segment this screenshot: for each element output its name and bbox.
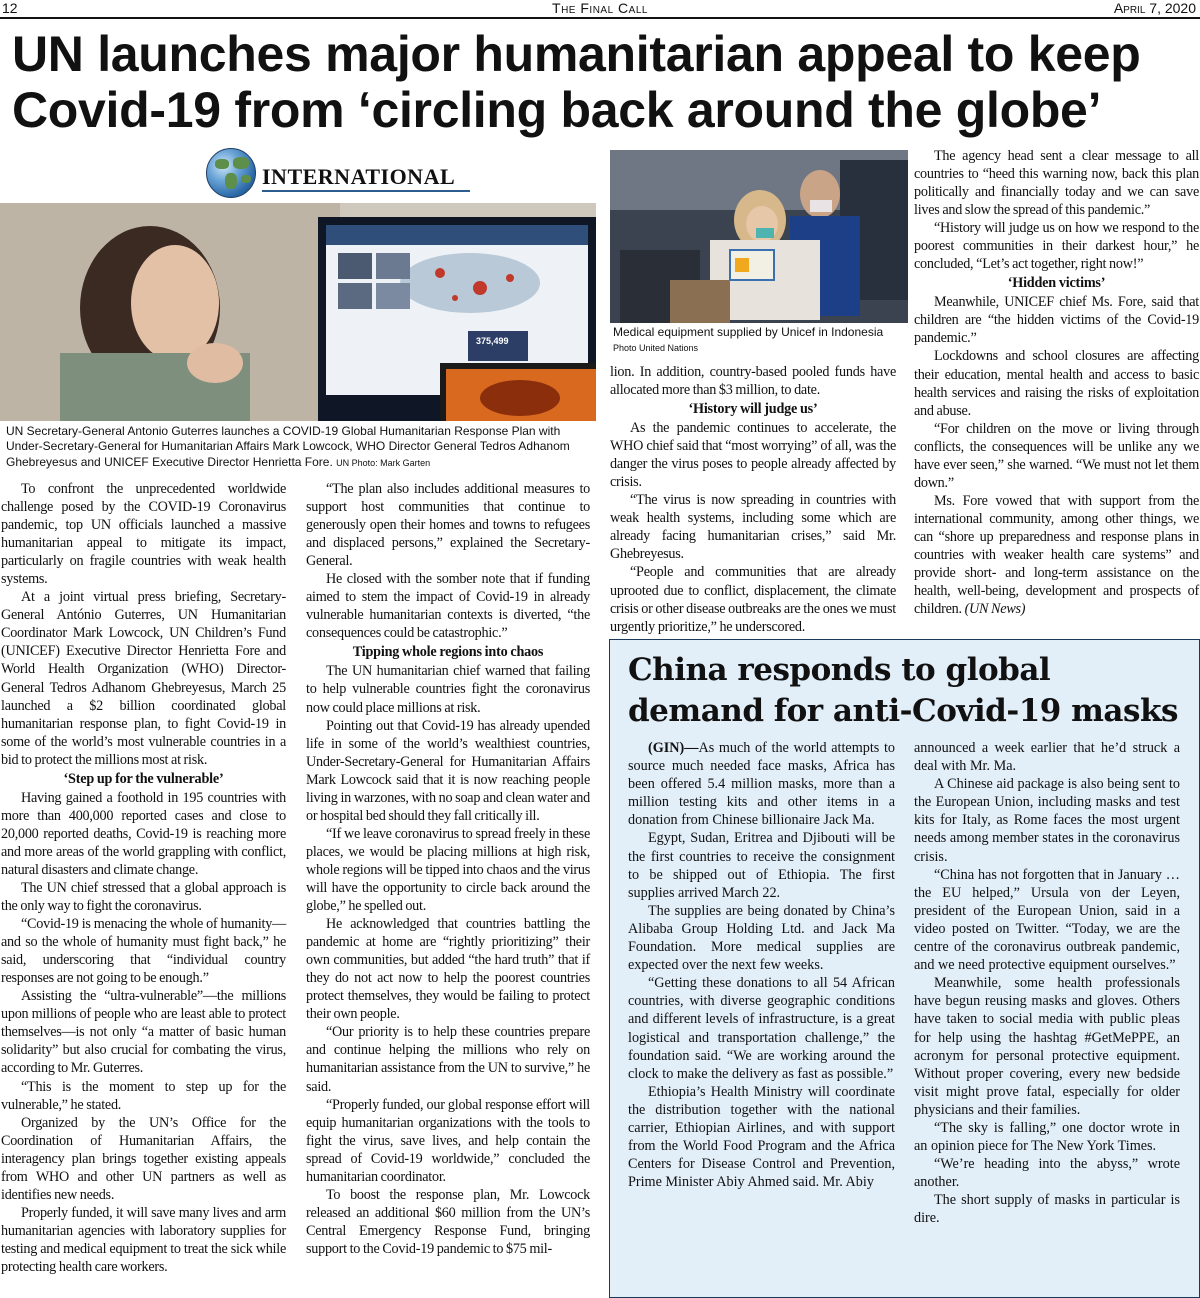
paragraph: Properly funded, it will save many lives and arm humanitarian agencies with laboratory supplies for testing and medical equipment to treat the sick while protecting health care workers. <box>1 1204 286 1275</box>
paragraph: Ethiopia’s Health Ministry will coordinate the distribution together with the national carrier, Ethiopian Airlines, and with support from the World Food Program and the Africa Centers for Disease Control and Prevention, Prime Minister Abiy Ahmed said. Mr. Abiy <box>628 1083 895 1191</box>
paragraph-text: Ms. Fore vowed that with support from the international community, among other things, we can “shore up preparedness and response plans in countries with weaker health care systems” and provide short- and long-term assistance on the health, well-being, development and prospects of children. <box>914 492 1199 618</box>
paragraph: “Properly funded, our global response effort will equip humanitarian organizations with the tools to fight the virus, save lives, and help contain the spread of Covid-19 worldwide,” concluded the humanitarian coordinator. <box>306 1096 590 1185</box>
photo1-caption <box>6 424 594 471</box>
press-briefing-photo <box>0 203 596 421</box>
page-number: 12 <box>2 0 18 16</box>
dateline: (GIN)— <box>648 740 699 756</box>
medical-equipment-photo <box>610 150 908 323</box>
photo2-caption <box>613 325 908 357</box>
section-rule <box>262 190 470 192</box>
photo1-caption-text: UN Secretary-General Antonio Guterres launches a COVID-19 Global Humanitarian Response Plan with Under-Secretary-General for Humanitarian Affairs Mark Lowcock, WHO Director General Tedros Adhanom Ghebreyesus and UNICEF Executive Director Henrietta Fore. <box>6 424 570 469</box>
paragraph: “The virus is now spreading in countries with weak health systems, including some which are already facing humanitarian crises,” said Mr. Ghebreyesus. <box>610 492 896 563</box>
paragraph: At a joint virtual press briefing, Secretary-General António Guterres, UN Humanitarian Coordinator Mark Lowcock, UN Children’s Fund (UNICEF) Executive Director Henrietta Fore and World Health Organization (WHO) Director-General Tedros Adhanom Ghebreyesus, March 25 launched a $2 billion coordinated global humanitarian response plan, to fight Covid-19 in some of the world’s most vulnerable countries in a bid to protect the millions most at risk. <box>1 589 286 768</box>
paragraph: The agency head sent a clear message to all countries to “heed this warning now, back this plan politically and financially today and we can save lives and slow the spread of this pandemic.” <box>914 148 1199 219</box>
paragraph: “If we leave coronavirus to spread freely in these places, we would be placing millions at high risk, whole regions will be tipped into chaos and the virus will have the opportunity to circle back around the globe,” he spelled out. <box>306 825 590 915</box>
sidebar-column-1 <box>628 739 895 1191</box>
paragraph: “We’re heading into the abyss,” wrote another. <box>914 1156 1180 1191</box>
paragraph: The UN chief stressed that a global approach is the only way to fight the coronavirus. <box>1 879 286 915</box>
article-column-2 <box>306 480 590 1258</box>
page-header <box>0 0 1200 19</box>
paragraph: “The sky is falling,” one doctor wrote in an opinion piece for The New York Times. <box>914 1119 1180 1155</box>
paragraph: The supplies are being donated by China’s Alibaba Group Holding Ltd. and Jack Ma Foundation. More medical supplies are expected over the next few weeks. <box>628 902 895 974</box>
paragraph: A Chinese aid package is also being sent to the European Union, including masks and test kits for Italy, as Rome faces the most urgent needs among member states in the coronavirus crisis. <box>914 776 1180 865</box>
paragraph: Organized by the UN’s Office for the Coordination of Humanitarian Affairs, the interagency plan brings together existing appeals from WHO and other UN partners as well as identifies new needs. <box>1 1114 286 1203</box>
paragraph: He acknowledged that countries battling the pandemic at home are “rightly prioritizing” their own communities, but added “the hard truth” that if they do not act now to help the poorest countries protect themselves, they would be failing to protect their own people. <box>306 916 590 1023</box>
main-headline: UN launches major humanitarian appeal to keep Covid-19 from ‘circling back around the globe’ <box>12 26 1141 138</box>
globe-icon <box>206 148 256 198</box>
paragraph: Lockdowns and school closures are affecting their education, mental health and access to basic health services and raising the risks of exploitation and abuse. <box>914 348 1199 419</box>
article-column-4 <box>914 147 1199 618</box>
paragraph: The short supply of masks in particular is dire. <box>914 1192 1180 1227</box>
paragraph: “History will judge us on how we respond to the poorest communities in their darkest hour,” he concluded, “Let’s act together, right now!” <box>914 220 1199 273</box>
paragraph: Pointing out that Covid-19 has already upended life in some of the world’s wealthiest countries, Under-Secretary-General for Humanitarian Affairs Mark Lowcock said that it is now reaching people living in warzones, with no soap and clean water and or hospital bed should they fall critically ill. <box>306 717 590 824</box>
paragraph: Having gained a foothold in 195 countries with more than 400,000 reported cases and close to 20,000 reported deaths, Covid-19 is reaching more and more areas of the world grappling with conflict, natural disasters and climate change. <box>1 789 286 878</box>
photo1-credit: UN Photo: Mark Garten <box>336 457 431 468</box>
article-column-1 <box>1 480 286 1276</box>
paragraph: As the pandemic continues to accelerate, the WHO chief said that “most worrying” of all, was the danger the virus poses to people already affected by crisis. <box>610 420 896 491</box>
medical-equipment-illustration <box>610 150 908 323</box>
section-kicker <box>206 148 486 198</box>
issue-date: April 7, 2020 <box>1113 0 1196 16</box>
paragraph: announced a week earlier that he’d struck a deal with Mr. Ma. <box>914 740 1180 775</box>
article-column-3 <box>610 363 896 636</box>
paragraph: “The plan also includes additional measures to support host communities that continue to generously open their homes and towns to refugees and displaced persons,” explained the Secretary-General. <box>306 481 590 570</box>
subhead: ‘Hidden victims’ <box>1007 275 1106 292</box>
paragraph: “People and communities that are already uprooted due to conflict, displacement, the climate crisis or other disease outbreaks are the ones we must urgently prioritize,” he underscored. <box>610 564 896 635</box>
paragraph: Meanwhile, UNICEF chief Ms. Fore, said that children are “the hidden victims of the Covid-19 pandemic.” <box>914 294 1199 347</box>
photo2-caption-text: Medical equipment supplied by Unicef in Indonesia <box>613 325 884 339</box>
photo2-credit: Photo United Nations <box>613 343 699 354</box>
paragraph: lion. In addition, country-based pooled funds have allocated more than $3 million, to date. <box>610 364 896 399</box>
news-source: (UN News) <box>964 601 1026 618</box>
publication-name: The Final Call <box>552 0 648 16</box>
sidebar-headline: China responds to global demand for anti-Covid-19 masks <box>628 652 1178 729</box>
section-label: INTERNATIONAL <box>262 164 456 189</box>
screen-figure: 375,499 <box>476 336 509 346</box>
paragraph: Assisting the “ultra-vulnerable”—the millions upon millions of people who are least able to protect themselves—is not only “a matter of basic human solidarity” but also crucial for combating the virus, according to Mr. Guterres. <box>1 988 286 1077</box>
paragraph-text: As much of the world attempts to source much needed face masks, Africa has been offered 5.4 million masks, more than a million testing kits and other items in a donation from Chinese billionaire Jack Ma. <box>628 740 895 829</box>
press-briefing-illustration <box>0 203 596 421</box>
paragraph: To confront the unprecedented worldwide challenge posed by the COVID-19 Coronavirus pandemic, top UN officials launched a massive humanitarian appeal to mitigate its impact, particularly on fragile countries with weak health systems. <box>1 481 286 588</box>
paragraph: He closed with the somber note that if funding aimed to stem the impact of Covid-19 in already vulnerable humanitarian contexts is diverted, “the consequences could be catastrophic.” <box>306 571 590 642</box>
sidebar-column-2 <box>914 739 1180 1228</box>
subhead: ‘History will judge us’ <box>688 401 818 418</box>
paragraph: “China has not forgotten that in January … the EU helped,” Ursula von der Leyen, president of the European Union, said in a video posted on Twitter. “Today, we are the centre of the coronavirus outbreak pandemic, and we need protective equipment ourselves.” <box>914 866 1180 974</box>
subhead: Tipping whole regions into chaos <box>352 644 544 661</box>
subhead: ‘Step up for the vulnerable’ <box>63 770 224 787</box>
paragraph: “Our priority is to help these countries prepare and continue helping the millions who rely on humanitarian assistance from the UN to survive,” he said. <box>306 1024 590 1095</box>
paragraph: “Getting these donations to all 54 African countries, with diverse geographic conditions and different levels of infrastructure, is a great logistical and transportation challenge,” the foundation said. “We are working around the clock to make the delivery as fast as possible.” <box>628 975 895 1082</box>
paragraph: The UN humanitarian chief warned that failing to help vulnerable countries fight the coronavirus now could place millions at risk. <box>306 663 590 716</box>
paragraph: To boost the response plan, Mr. Lowcock released an additional $60 million from the UN’s Central Emergency Response Fund, bringing support to the Covid-19 pandemic to $75 mil- <box>306 1186 590 1257</box>
paragraph <box>628 739 895 829</box>
paragraph <box>914 492 1199 618</box>
paragraph: “For children on the move or living through conflicts, the consequences will be unlike any we have ever seen,” she warned. “We must not let them down.” <box>914 420 1199 491</box>
paragraph: Egypt, Sudan, Eritrea and Djibouti will be the first countries to receive the consignment to be shipped out of Ethiopia. The first supplies arrived March 22. <box>628 830 895 901</box>
paragraph: “This is the moment to step up for the vulnerable,” he stated. <box>1 1078 286 1113</box>
paragraph: Meanwhile, some health professionals have begun reusing masks and gloves. Others have taken to social media with public pleas for help using the hashtag #GetMePPE, an acronym for personal protective equipment. Without proper covering, every new bedside visit might prove fatal, especially for older physicians and their families. <box>914 975 1180 1118</box>
paragraph: “Covid-19 is menacing the whole of humanity—and so the whole of humanity must fight back,” he said, underscoring that “individual country responses are not going to be enough.” <box>1 916 286 987</box>
